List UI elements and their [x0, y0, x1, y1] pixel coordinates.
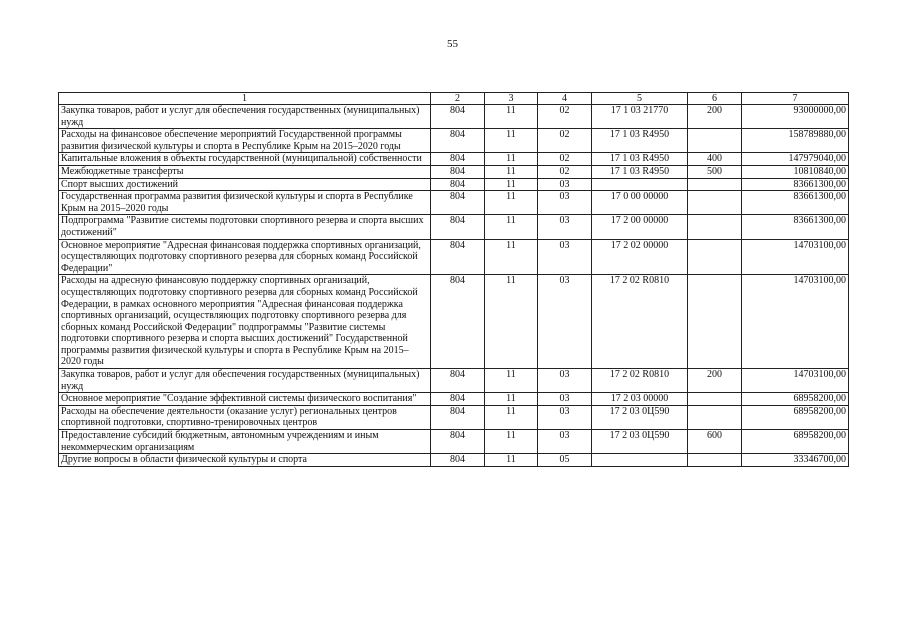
cell-section: 11	[485, 405, 538, 429]
table-row	[59, 105, 849, 129]
cell-grbs: 804	[431, 430, 485, 454]
cell-amount: 68958200,00	[742, 405, 849, 429]
cell-section: 11	[485, 191, 538, 215]
cell-grbs: 804	[431, 165, 485, 178]
cell-target-article: 17 1 03 21770	[592, 105, 688, 129]
table-row	[59, 405, 849, 429]
header-col-2: 2	[431, 93, 485, 105]
cell-target-article: 17 2 02 00000	[592, 239, 688, 275]
cell-target-article: 17 2 02 R0810	[592, 369, 688, 393]
cell-section: 11	[485, 430, 538, 454]
cell-target-article	[592, 178, 688, 191]
cell-expense-type	[688, 215, 742, 239]
cell-expense-type	[688, 239, 742, 275]
table-row	[59, 239, 849, 275]
cell-grbs: 804	[431, 454, 485, 467]
cell-expense-type: 200	[688, 369, 742, 393]
table-row	[59, 129, 849, 153]
cell-target-article: 17 1 03 R4950	[592, 153, 688, 166]
cell-expense-type: 400	[688, 153, 742, 166]
page-number: 55	[447, 38, 458, 50]
cell-grbs: 804	[431, 153, 485, 166]
table-row	[59, 369, 849, 393]
cell-target-article: 17 1 03 R4950	[592, 129, 688, 153]
cell-expense-type: 500	[688, 165, 742, 178]
cell-name: Расходы на финансовое обеспечение мероприятий Государственной программы развития физической культуры и спорта в Республике Крым на 2015–2020 годы	[59, 129, 431, 153]
cell-grbs: 804	[431, 215, 485, 239]
table-row	[59, 178, 849, 191]
cell-amount: 68958200,00	[742, 430, 849, 454]
cell-expense-type	[688, 129, 742, 153]
cell-subsection: 02	[538, 129, 592, 153]
cell-subsection: 02	[538, 153, 592, 166]
cell-amount: 14703100,00	[742, 275, 849, 369]
budget-table	[58, 92, 849, 467]
cell-grbs: 804	[431, 178, 485, 191]
cell-subsection: 05	[538, 454, 592, 467]
cell-grbs: 804	[431, 239, 485, 275]
cell-name: Закупка товаров, работ и услуг для обеспечения государственных (муниципальных) нужд	[59, 369, 431, 393]
cell-target-article: 17 2 00 00000	[592, 215, 688, 239]
header-col-5: 5	[592, 93, 688, 105]
cell-section: 11	[485, 153, 538, 166]
cell-target-article	[592, 454, 688, 467]
cell-grbs: 804	[431, 369, 485, 393]
cell-amount: 10810840,00	[742, 165, 849, 178]
cell-amount: 14703100,00	[742, 239, 849, 275]
cell-name: Государственная программа развития физической культуры и спорта в Республике Крым на 2015–2020 годы	[59, 191, 431, 215]
cell-section: 11	[485, 178, 538, 191]
cell-section: 11	[485, 239, 538, 275]
cell-amount: 83661300,00	[742, 215, 849, 239]
cell-grbs: 804	[431, 405, 485, 429]
cell-amount: 14703100,00	[742, 369, 849, 393]
cell-name: Спорт высших достижений	[59, 178, 431, 191]
header-col-6: 6	[688, 93, 742, 105]
cell-expense-type	[688, 393, 742, 406]
cell-section: 11	[485, 369, 538, 393]
cell-name: Капитальные вложения в объекты государственной (муниципальной) собственности	[59, 153, 431, 166]
table-row	[59, 275, 849, 369]
cell-name: Другие вопросы в области физической культуры и спорта	[59, 454, 431, 467]
header-col-1: 1	[59, 93, 431, 105]
header-col-3: 3	[485, 93, 538, 105]
header-col-4: 4	[538, 93, 592, 105]
header-col-7: 7	[742, 93, 849, 105]
table-row	[59, 165, 849, 178]
cell-section: 11	[485, 454, 538, 467]
cell-expense-type: 600	[688, 430, 742, 454]
cell-name: Подпрограмма "Развитие системы подготовки спортивного резерва и спорта высших достижений"	[59, 215, 431, 239]
cell-section: 11	[485, 215, 538, 239]
cell-amount: 147979040,00	[742, 153, 849, 166]
cell-subsection: 03	[538, 369, 592, 393]
cell-amount: 68958200,00	[742, 393, 849, 406]
cell-section: 11	[485, 129, 538, 153]
table-row	[59, 430, 849, 454]
cell-section: 11	[485, 105, 538, 129]
cell-name: Расходы на обеспечение деятельности (оказание услуг) региональных центров спортивной подготовки, спортивно-тренировочных центров	[59, 405, 431, 429]
cell-subsection: 03	[538, 430, 592, 454]
cell-expense-type	[688, 405, 742, 429]
cell-grbs: 804	[431, 393, 485, 406]
cell-subsection: 03	[538, 191, 592, 215]
table-row	[59, 215, 849, 239]
cell-amount: 158789880,00	[742, 129, 849, 153]
cell-subsection: 03	[538, 178, 592, 191]
cell-grbs: 804	[431, 191, 485, 215]
cell-subsection: 03	[538, 393, 592, 406]
cell-grbs: 804	[431, 275, 485, 369]
cell-subsection: 03	[538, 239, 592, 275]
cell-name: Предоставление субсидий бюджетным, автономным учреждениям и иным некоммерческим организациям	[59, 430, 431, 454]
table-row	[59, 191, 849, 215]
cell-amount: 83661300,00	[742, 178, 849, 191]
cell-section: 11	[485, 275, 538, 369]
table-body	[59, 105, 849, 467]
cell-subsection: 03	[538, 215, 592, 239]
cell-subsection: 02	[538, 165, 592, 178]
cell-subsection: 03	[538, 275, 592, 369]
cell-section: 11	[485, 165, 538, 178]
cell-expense-type	[688, 178, 742, 191]
cell-subsection: 02	[538, 105, 592, 129]
table-row	[59, 153, 849, 166]
cell-name: Основное мероприятие "Адресная финансовая поддержка спортивных организаций, осуществляющих подготовку спортивного резерва для сборных команд Российской Федерации"	[59, 239, 431, 275]
cell-expense-type	[688, 191, 742, 215]
cell-target-article: 17 2 03 00000	[592, 393, 688, 406]
cell-amount: 33346700,00	[742, 454, 849, 467]
cell-name: Межбюджетные трансферты	[59, 165, 431, 178]
cell-amount: 93000000,00	[742, 105, 849, 129]
cell-target-article: 17 2 02 R0810	[592, 275, 688, 369]
cell-expense-type	[688, 275, 742, 369]
cell-subsection: 03	[538, 405, 592, 429]
cell-name: Расходы на адресную финансовую поддержку спортивных организаций, осуществляющих подготовку спортивного резерва для сборных команд Российской Федерации, в рамках основного мероприятия "Адресная финансовая поддержка спортивных организаций, осуществляющих подготовку спортивного резерва для сборных команд Российской Федерации" подпрограммы "Развитие системы подготовки спортивного резерва и спорта высших достижений" Государственной программы развития физической культуры и спорта в Республике Крым на 2015–2020 годы	[59, 275, 431, 369]
header-row	[59, 93, 849, 105]
cell-section: 11	[485, 393, 538, 406]
cell-name: Основное мероприятие "Создание эффективной системы физического воспитания"	[59, 393, 431, 406]
cell-target-article: 17 2 03 0Ц590	[592, 430, 688, 454]
cell-target-article: 17 2 03 0Ц590	[592, 405, 688, 429]
table-row	[59, 393, 849, 406]
cell-amount: 83661300,00	[742, 191, 849, 215]
cell-expense-type	[688, 454, 742, 467]
table-row	[59, 454, 849, 467]
cell-target-article: 17 1 03 R4950	[592, 165, 688, 178]
cell-expense-type: 200	[688, 105, 742, 129]
cell-grbs: 804	[431, 129, 485, 153]
cell-target-article: 17 0 00 00000	[592, 191, 688, 215]
cell-grbs: 804	[431, 105, 485, 129]
cell-name: Закупка товаров, работ и услуг для обеспечения государственных (муниципальных) нужд	[59, 105, 431, 129]
